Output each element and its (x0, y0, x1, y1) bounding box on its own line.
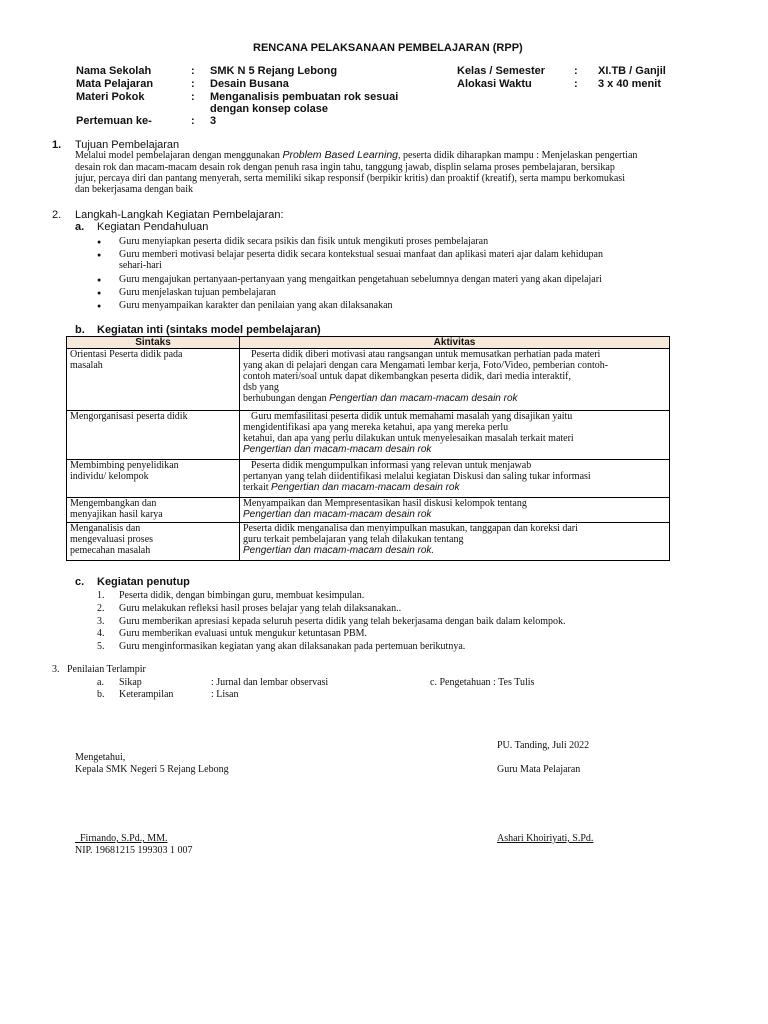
colon: : (191, 65, 195, 77)
label-kelas-semester: Kelas / Semester (457, 65, 546, 77)
sintaks-cell: Orientasi Peserta didik pada masalah (67, 349, 240, 411)
list-item-label: a. (97, 677, 104, 688)
value-materi-pokok-line2: dengan konsep colase (210, 103, 328, 115)
colon: : (574, 65, 578, 77)
list-item: ● Guru menyiapkan peserta didik secara psikis dan fisik untuk mengikuti proses pembelajaran (119, 236, 488, 247)
section-heading-tujuan: Tujuan Pembelajaran (75, 139, 180, 151)
sintaks-cell: Menganalisis dan mengevaluasi proses pemecahan masalah (67, 523, 240, 561)
subsection-heading-penutup: Kegiatan penutup (97, 576, 190, 588)
list-item-number: 5. (97, 641, 105, 652)
value-mata-pelajaran: Desain Busana (210, 78, 289, 90)
penilaian-pengetahuan: c. Pengetahuan : Tes Tulis (430, 677, 535, 688)
label-mata-pelajaran: Mata Pelajaran (76, 78, 154, 90)
penilaian-keterampilan-label: Keterampilan (119, 689, 174, 700)
value-alokasi-waktu: 3 x 40 menit (598, 78, 661, 90)
list-item-continuation: sehari-hari (119, 260, 162, 271)
mengetahui-text: Mengetahui, (75, 752, 126, 763)
guru-title: Guru Mata Pelajaran (497, 764, 581, 775)
list-item: ● Guru menjelaskan tujuan pembelajaran (119, 287, 276, 298)
kepala-sekolah-title: Kepala SMK Negeri 5 Rejang Lebong (75, 764, 229, 775)
list-item-number: 2. (97, 603, 105, 614)
tujuan-line2: desain rok dan macam-macam desain rok dengan penuh rasa ingin tahu, tanggung jawab, displin selama proses pembelajaran, bersikap (75, 162, 615, 173)
list-item: ● Guru mengajukan pertanyaan-pertanyaan yang mengaitkan pengetahuan sebelumnya dengan materi yang akan dipelajari (119, 274, 602, 285)
label-alokasi-waktu: Alokasi Waktu (457, 78, 532, 90)
list-item: Guru memberikan apresiasi kepada seluruh peserta didik yang telah bekerjasama dengan baik dalam kelompok. (119, 616, 566, 627)
label-nama-sekolah: Nama Sekolah (76, 65, 152, 77)
aktivitas-cell: Peserta didik menganalisa dan menyimpulkan masukan, tanggapan dan koreksi dari guru terkait pembelajaran yang telah dilakukan tentang Pengertian dan macam-macam desain rok. (240, 523, 670, 561)
subsection-heading-pendahuluan: Kegiatan Pendahuluan (97, 221, 209, 233)
penilaian-sikap-label: Sikap (119, 677, 142, 688)
colon: : (191, 91, 195, 103)
sintaks-cell: Mengembangkan dan menyajikan hasil karya (67, 498, 240, 523)
table-row (67, 523, 670, 561)
aktivitas-cell: Peserta didik mengumpulkan informasi yang relevan untuk menjawab pertanyan yang telah diidentifikasi melalui kegiatan Diskusi dan saling tukar informasi terkait Pengertian dan macam-macam desain rok (240, 460, 670, 498)
subsection-heading-inti: Kegiatan inti (sintaks model pembelajaran) (97, 324, 321, 336)
section-number: 3. (52, 664, 60, 675)
colon: : (191, 78, 195, 90)
list-item: ● Guru menyampaikan karakter dan penilaian yang akan dilaksanakan (119, 300, 393, 311)
list-item: ● Guru memberi motivasi belajar peserta didik secara kontekstual sesuai manfaat dan aplikasi materi ajar dalam kehidupan (119, 249, 603, 260)
table-header-aktivitas: Aktivitas (240, 337, 670, 349)
sintaks-cell: Membimbing penyelidikan individu/ kelompok (67, 460, 240, 498)
aktivitas-cell: Guru memfasilitasi peserta didik untuk memahami masalah yang disajikan yaitu mengidentifikasi apa yang mereka ketahui, apa yang mereka perlu ketahui, dan apa yang perlu dilakukan untuk menyelesaikan masalah terkait materi Pengertian dan macam-macam desain rok (240, 411, 670, 460)
list-item: Guru menginformasikan kegiatan yang akan dilaksanakan pada pertemuan berikutnya. (119, 641, 466, 652)
kepala-sekolah-name: Firnando, S.Pd., MM. (75, 833, 168, 844)
place-date: PU. Tanding, Juli 2022 (497, 740, 590, 751)
section-heading-langkah: Langkah-Langkah Kegiatan Pembelajaran: (75, 209, 284, 221)
kepala-sekolah-nip: NIP. 19681215 199303 1 007 (75, 845, 193, 856)
subsection-label: c. (75, 576, 85, 588)
subsection-label: b. (75, 324, 85, 336)
sintaks-cell: Mengorganisasi peserta didik (67, 411, 240, 460)
value-kelas-semester: XI.TB / Ganjil (598, 65, 666, 77)
aktivitas-cell: Peserta didik diberi motivasi atau rangsangan untuk memusatkan perhatian pada materi yang akan di pelajari dengan cara Mengamati lembar kerja, Foto/Video, pemberian contoh- contoh materi/soal untuk dapat dikembangkan peserta didik, dari media interaktif, dsb yang berhubungan dengan Pengertian dan macam-macam desain rok (240, 349, 670, 411)
list-item: Guru memberikan evaluasi untuk mengukur ketuntasan PBM. (119, 628, 368, 639)
table-row (67, 349, 670, 411)
subsection-label: a. (75, 221, 85, 233)
value-nama-sekolah: SMK N 5 Rejang Lebong (210, 65, 338, 77)
list-item-number: 3. (97, 616, 105, 627)
colon: : (191, 115, 195, 127)
list-item-number: 4. (97, 628, 105, 639)
section-number: 1. (52, 139, 62, 151)
penilaian-keterampilan-value: : Lisan (211, 689, 239, 700)
list-item: Guru melakukan refleksi hasil proses belajar yang telah dilaksanakan.. (119, 603, 402, 614)
table-header-sintaks: Sintaks (67, 337, 240, 349)
tujuan-line1: Melalui model pembelajaran dengan menggunakan Problem Based Learning, peserta didik diharapkan mampu : Menjelaskan pengertian (75, 149, 638, 161)
value-pertemuan: 3 (210, 115, 217, 127)
tujuan-line3: jujur, percaya diri dan pantang menyerah, serta memiliki sikap responsif (berpikir kritis) dan proaktif (kreatif), serta mampu berkomukasi (75, 173, 625, 184)
label-pertemuan: Pertemuan ke- (76, 115, 152, 127)
table-row (67, 460, 670, 498)
document-title: RENCANA PELAKSANAAN PEMBELAJARAN (RPP) (253, 42, 523, 54)
section-heading-penilaian: Penilaian Terlampir (67, 664, 146, 675)
label-materi-pokok: Materi Pokok (76, 91, 145, 103)
value-materi-pokok-line1: Menganalisis pembuatan rok sesuai (210, 91, 399, 103)
tujuan-line4: dan bekerjasama dengan baik (75, 184, 194, 195)
penilaian-sikap-value: : Jurnal dan lembar observasi (211, 677, 329, 688)
section-number: 2. (52, 209, 62, 221)
table-row (67, 411, 670, 460)
table-header-row (67, 337, 670, 349)
list-item: Peserta didik, dengan bimbingan guru, membuat kesimpulan. (119, 590, 365, 601)
list-item-number: 1. (97, 590, 105, 601)
sintaks-table (66, 336, 670, 561)
colon: : (574, 78, 578, 90)
guru-name: Ashari Khoiriyati, S.Pd. (497, 833, 594, 844)
table-row (67, 498, 670, 523)
list-item-label: b. (97, 689, 105, 700)
aktivitas-cell: Menyampaikan dan Mempresentasikan hasil diskusi kelompok tentang Pengertian dan macam-macam desain rok (240, 498, 670, 523)
